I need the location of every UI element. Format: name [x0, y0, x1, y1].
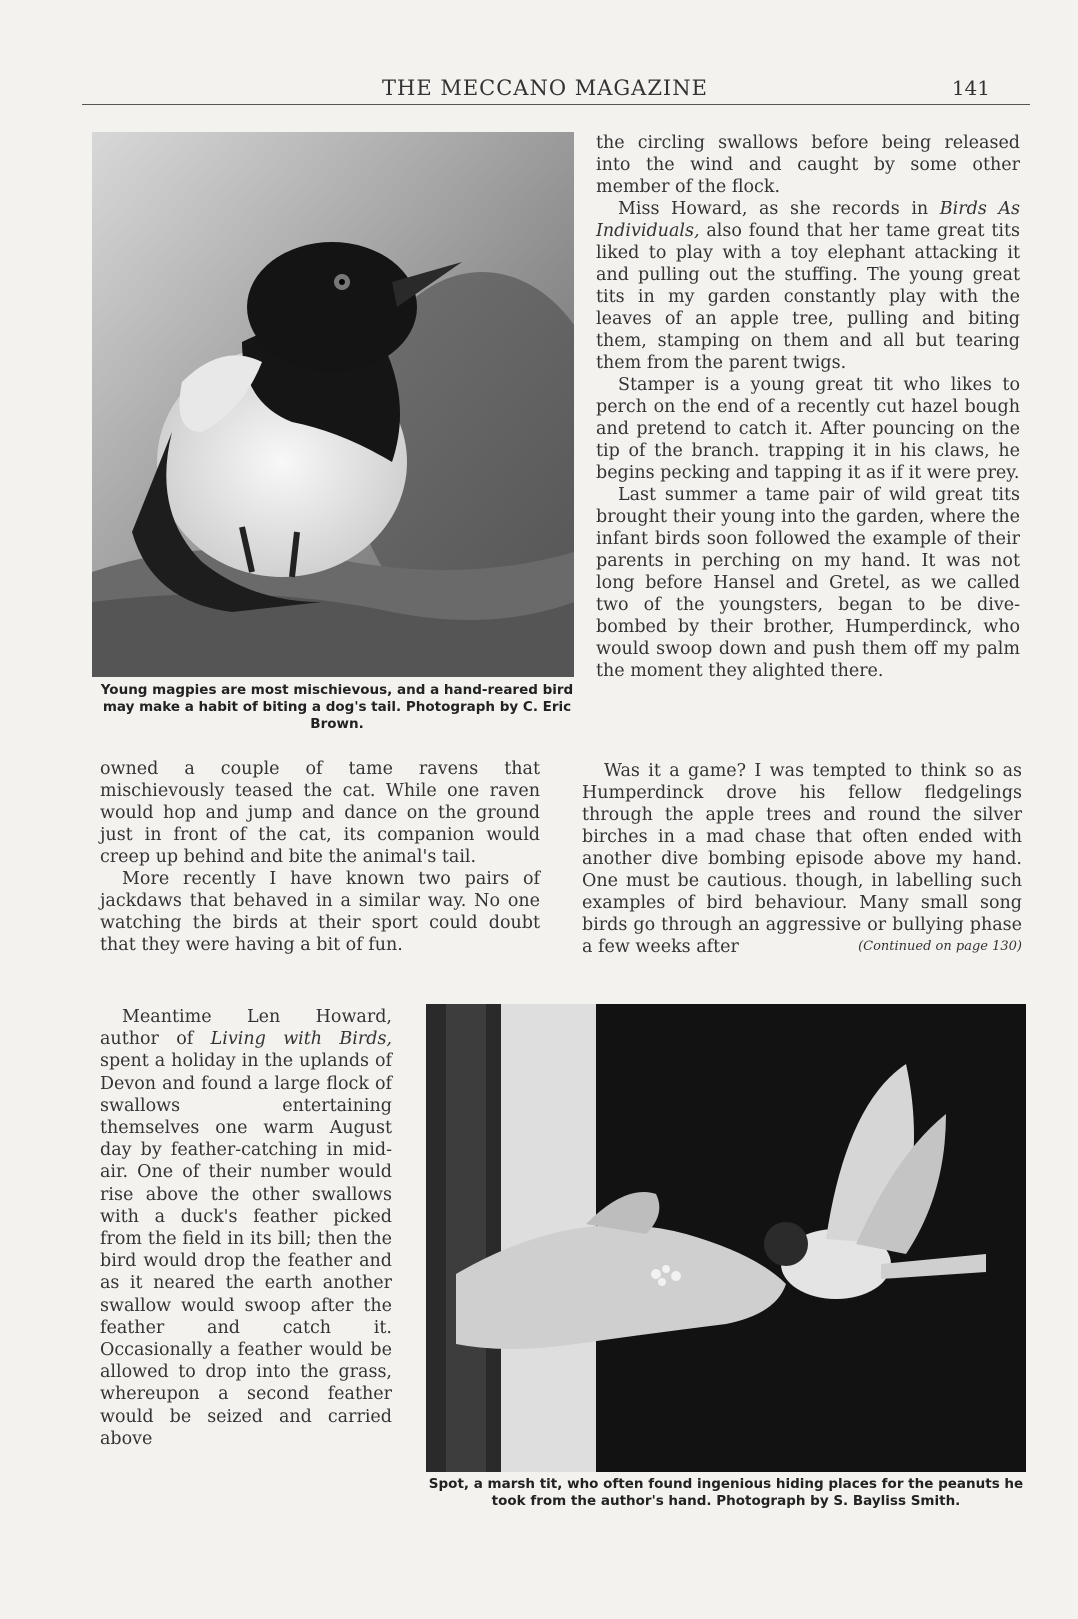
text-run: Meantime Len Howard, author of — [100, 1007, 392, 1050]
marsh-tit-photo — [426, 1004, 1026, 1472]
right-column — [596, 132, 1020, 682]
left-column — [100, 758, 540, 956]
continued-note: (Continued on page 130) — [858, 939, 1022, 954]
right-column-lower — [582, 760, 1022, 958]
narrow-column — [100, 1006, 392, 1450]
marsh-tit-image — [426, 1004, 1026, 1472]
text-run: Miss Howard, as she records in — [618, 199, 940, 219]
paragraph: owned a couple of tame ravens that mischievously teased the cat. While one raven would hop and jump and dance on the ground just in front of the cat, its companion would creep up behind and bite the animal's tail. — [100, 759, 540, 867]
text-run: spent a holiday in the uplands of Devon and found a large flock of swallows entertaining themselves one warm August day by feather-catching in mid-air. One of their number would rise above the other swallows with a duck's feather picked from the field in its bill; then the bird would drop the feather and as it neared the earth another swallow would swoop after the feather and catch it. Occasionally a feather would be allowed to drop into the grass, whereupon a second feather would be seized and carried above — [100, 1051, 392, 1449]
paragraph: Stamper is a young great tit who likes to perch on the end of a recently cut hazel bough and pretend to catch it. After pouncing on the tip of the branch. trapping it in his claws, he begins pecking and tapping it as if it were prey. — [596, 375, 1020, 483]
magpie-photo — [92, 132, 574, 677]
book-title: Living with Birds, — [210, 1029, 392, 1050]
paragraph — [596, 198, 1020, 374]
paragraph: Last summer a tame pair of wild great tits brought their young into the garden, where the infant birds soon followed the example of their parents in perching on my hand. It was not long before Hansel and Gretel, as we called two of the youngsters, began to be dive-bombed by their brother, Humperdinck, who would swoop down and push them off my palm the moment they alighted there. — [596, 485, 1020, 681]
paragraph — [100, 1006, 392, 1450]
page-number: 141 — [951, 76, 990, 100]
marsh-tit-caption: Spot, a marsh tit, who often found ingenious hiding places for the peanuts he took from the author's hand. Photograph by S. Bayliss Smith. — [428, 1476, 1024, 1509]
text-run: also found that her tame great tits liked to play with a toy elephant attacking it and pulling out the stuffing. The young great tits in my garden constantly play with the leaves of an apple tree, pulling and biting them, stamping on them and all but tearing them from the parent twigs. — [596, 221, 1020, 373]
magazine-title: THE MECCANO MAGAZINE — [382, 76, 708, 100]
book-title: Birds As Individuals, — [596, 199, 1020, 241]
paragraph — [582, 760, 1022, 958]
magpie-caption: Young magpies are most mischievous, and a hand-reared bird may make a habit of biting a dog's tail. Photograph by C. Eric Brown. — [100, 682, 574, 732]
text-run: Was it a game? I was tempted to think so as Humperdinck drove his fellow fledgelings through the apple trees and round the silver birches in a mad chase that often ended with another dive bombing episode above my hand. One must be cautious. though, in labelling such examples of bird behaviour. Many small song birds go through an aggressive or bullying phase a few weeks after — [582, 761, 1022, 957]
magpie-image — [92, 132, 574, 677]
paragraph: the circling swallows before being released into the wind and caught by some other member of the flock. — [596, 133, 1020, 197]
page-header — [82, 74, 1030, 105]
paragraph: More recently I have known two pairs of jackdaws that behaved in a similar way. No one watching the birds at their sport could doubt that they were having a bit of fun. — [100, 869, 540, 955]
